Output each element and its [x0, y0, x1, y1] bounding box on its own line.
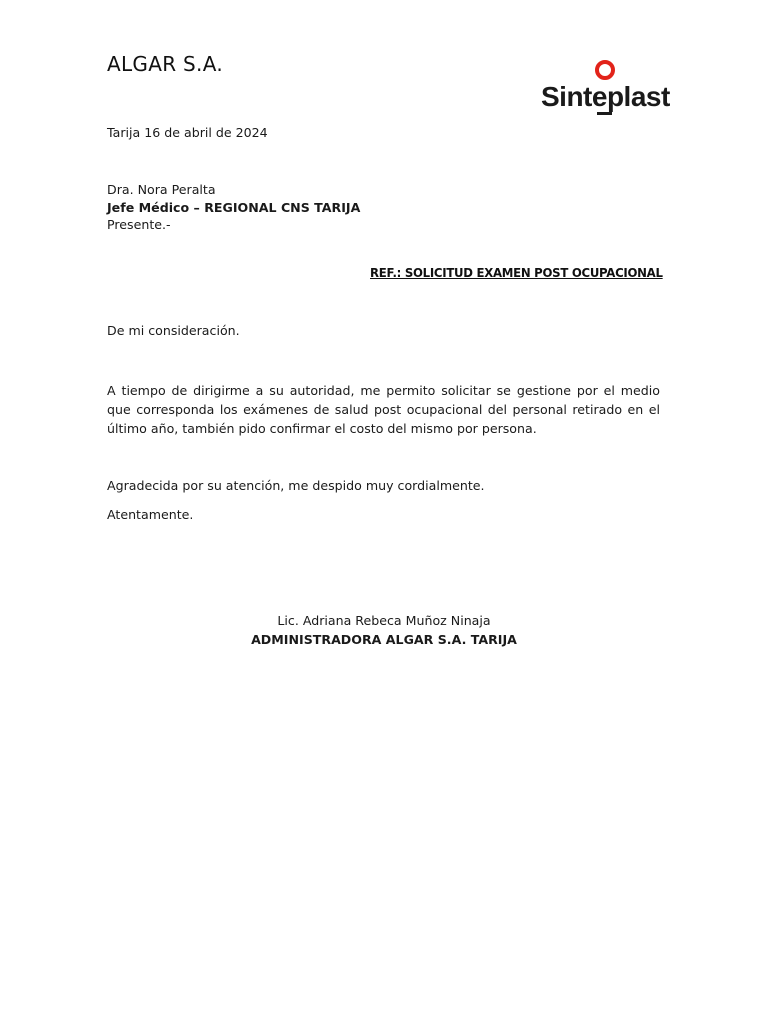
svg-text:Sinteplast: Sinteplast [541, 81, 670, 112]
presente-line: Presente.- [107, 217, 171, 232]
signature-name: Lic. Adriana Rebeca Muñoz Ninaja [277, 613, 491, 628]
company-name: ALGAR S.A. [107, 52, 223, 76]
greeting: De mi consideración. [107, 323, 240, 338]
place-date: Tarija 16 de abril de 2024 [107, 125, 268, 140]
body-paragraph: A tiempo de dirigirme a su autoridad, me permito solicitar se gestione por el medio que corresponda los exámenes de salud post ocupacional del personal retirado en el último año, también pido confirmar el costo del mismo por persona. [107, 383, 660, 436]
signature-position: ADMINISTRADORA ALGAR S.A. TARIJA [251, 632, 517, 647]
reference-line: REF.: SOLICITUD EXAMEN POST OCUPACIONAL [370, 265, 663, 280]
closing-line: Agradecida por su atención, me despido muy cordialmente. [107, 478, 485, 493]
sinteplast-logo [540, 58, 674, 120]
salutation: Atentamente. [107, 507, 194, 522]
recipient-title: Jefe Médico – REGIONAL CNS TARIJA [107, 200, 361, 215]
recipient-name: Dra. Nora Peralta [107, 182, 216, 197]
